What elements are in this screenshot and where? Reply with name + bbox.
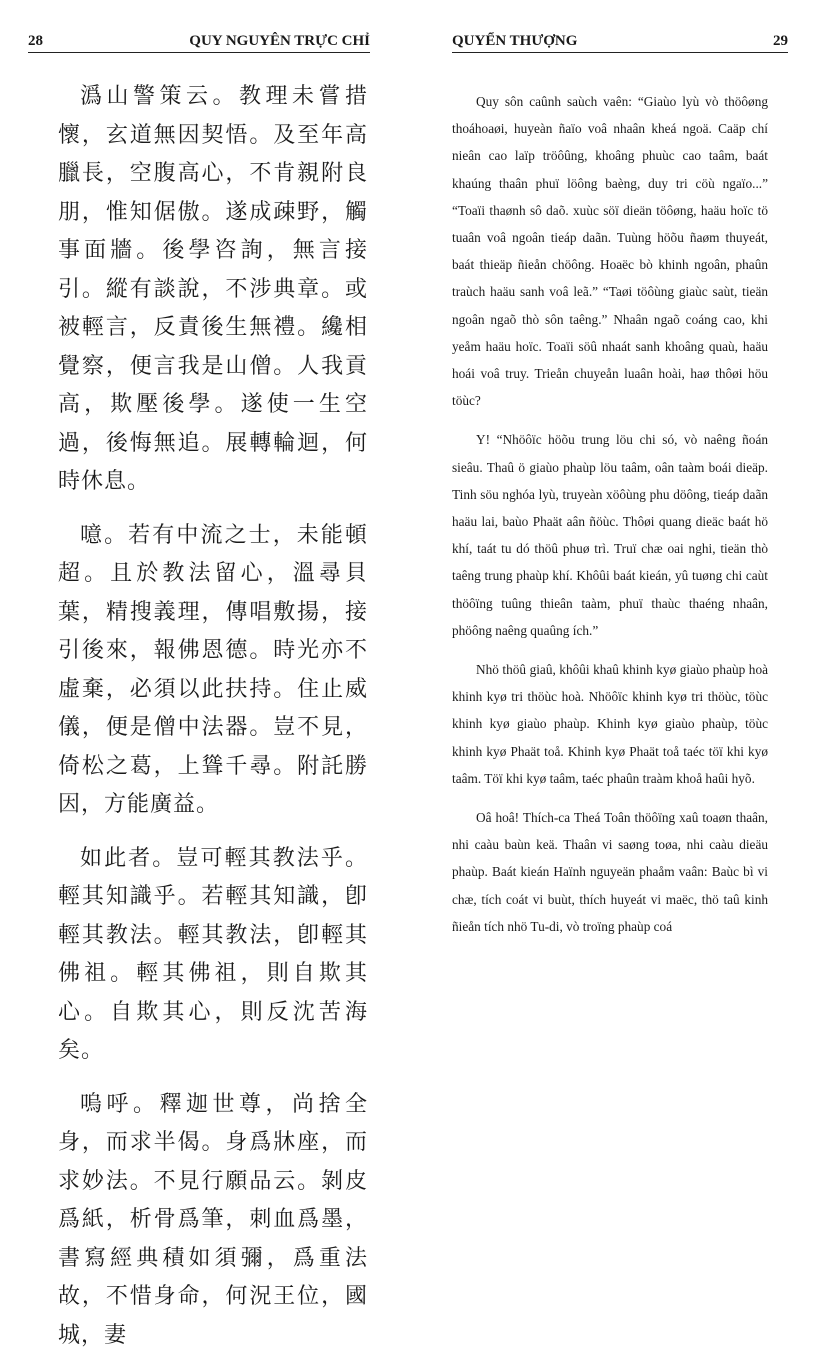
vietnamese-text-body [452, 88, 768, 952]
right-page [408, 0, 816, 1123]
vietnamese-paragraph-1: Quy sôn caûnh saùch vaên: “Giaùo lyù vò thöôøng thoáhoaøi, huyeàn ñaïo voâ nhaân kheá ngoä. Caäp chí nieân cao laïp tröôûng, khoâng phuùc cao taâm, baát khaúng thaân phuï löông baèng, duy tri cöù ngaïo...” “Toaïi thaønh sô daõ. xuùc söï dieän töôøng, haäu hoïc tö tuaân voâ ngoân tieáp daãn. Tuùng höõu ñaøm thuyeát, baát thieäp ñieån chöông. Hoaëc bò khinh ngoân, phaûn traùch haäu sanh voâ leã.” “Taøi töôùng giaùc saùt, tieän ngoân ngaõ thò sôn taêng.” Nhaân ngaõ coáng cao, khi yeåm haäu hoïc. Toaïi söû nhaát sanh khoâng quaù, haäu hoái voâ truy. Trieån chuyeån luaân hoài, haø thôøi höu töùc? [452, 94, 768, 409]
chinese-text-body [58, 78, 368, 1370]
chinese-paragraph-1: 潙山警策云。教理未嘗措懷，玄道無因契悟。及至年高臘長，空腹高心，不肯親附良朋，惟知倨傲。遂成疎野，觸事面牆。後學咨詢，無言接引。縱有談說，不涉典章。或被輕言，反責後生無禮。纔相覺察，便言我是山僧。人我貢高，欺壓後學。遂使一生空過，後悔無追。展轉輪迴，何時休息。 [58, 84, 368, 494]
right-running-title: QUYỂN THƯỢNG [452, 33, 578, 49]
left-page-header [28, 26, 370, 53]
chinese-paragraph-4: 嗚呼。釋迦世尊，尚捨全身，而求半偈。身爲牀座，而求妙法。不見行願品云。剝皮爲紙，析骨爲筆，刺血爲墨，書寫經典積如須彌，爲重法故，不惜身命，何況王位，國城，妻 [58, 1091, 368, 1348]
chinese-paragraph-2: 噫。若有中流之士，未能頓超。且於教法留心，溫尋貝葉，精搜義理，傳唱敷揚，接引後來，報佛恩德。時光亦不虛棄，必須以此扶持。住止威儀，便是僧中法器。豈不見，倚松之葛，上聳千尋。附託勝因，方能廣益。 [58, 522, 368, 817]
left-page [0, 0, 408, 1348]
right-page-header [452, 26, 788, 53]
left-running-title: QUY NGUYÊN TRỰC CHỈ [189, 33, 370, 49]
left-page-number: 28 [28, 33, 43, 49]
vietnamese-paragraph-2: Y! “Nhöôïc höõu trung löu chi só, vò naêng ñoán sieâu. Thaû ö giaùo phaùp löu taâm, oân taàm boái dieäp. Tinh söu nghóa lyù, truyeàn xöôùng phu döông, tieáp daãn haäu lai, baùo Phaät aân ñöùc. Thôøi quang dieäc baát hö khí, taát tu dó thöû phuø trì. Truï chæ oai nghi, tieän thò taêng trung phaùp khí. Khôûi baát kieán, yû tuøng chi caùt thöôïng tuûng thieân taàm, phuï thaùc thaéng nhaân, phöông naêng quaûng ích.” [452, 432, 768, 638]
vietnamese-paragraph-4: Oâ hoâ! Thích-ca Theá Toân thöôïng xaû toaøn thaân, nhi caàu baùn keä. Thaân vi saøng toøa, nhi caàu dieäu phaùp. Baát kieán Haïnh nguyeän phaåm vaân: Baùc bì vi chæ, tích coát vi buùt, thích huyeát vi maëc, thö taû kinh ñieån tích nhö Tu-di, vò troïng phaùp coá [452, 810, 768, 934]
right-page-number: 29 [773, 33, 788, 49]
chinese-paragraph-3: 如此者。豈可輕其教法乎。輕其知識乎。若輕其知識，卽輕其教法。輕其教法，卽輕其佛祖。輕其佛祖，則自欺其心。自欺其心，則反沈苦海矣。 [58, 845, 368, 1063]
vietnamese-paragraph-3: Nhö thöû giaû, khôûi khaû khinh kyø giaùo phaùp hoà khinh kyø tri thöùc hoà. Nhöôïc khinh kyø tri thöùc, töùc khinh kyø giaùo phaùp. Khinh kyø giaùo phaùp, töùc khinh kyø Phaät toå. Khinh kyø Phaät toå taéc töï khi kyø taâm. Töï khi kyø taâm, taéc phaûn traàm khoå haûi hyõ. [452, 662, 768, 786]
